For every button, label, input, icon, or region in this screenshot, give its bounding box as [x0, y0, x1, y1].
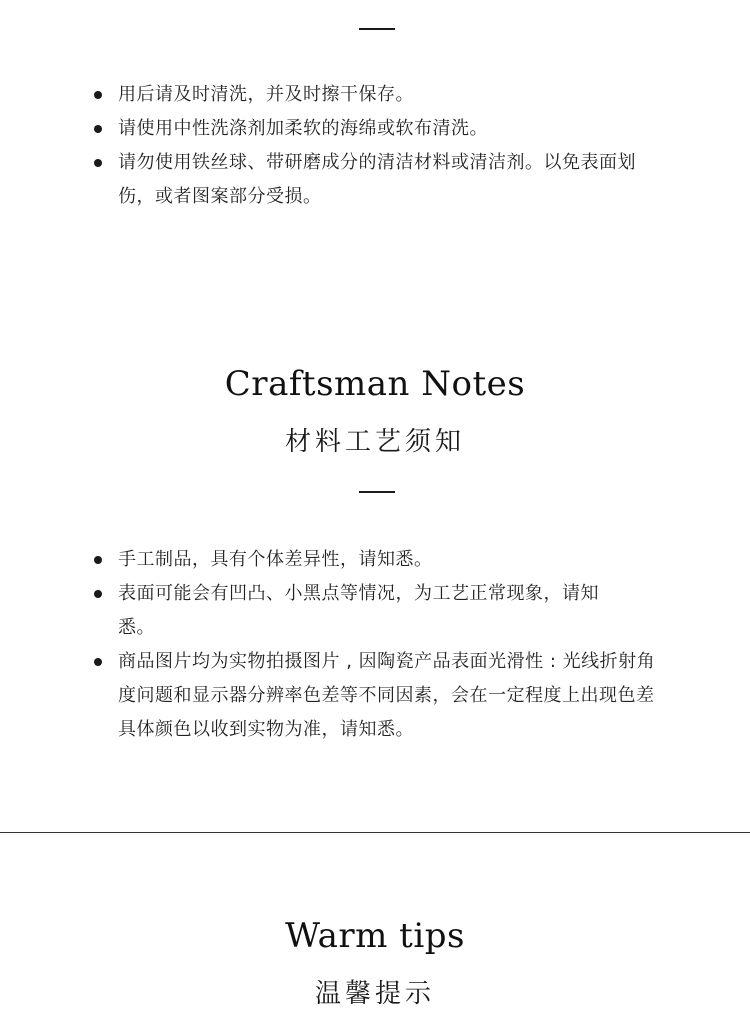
list-item: 请勿使用铁丝球、带研磨成分的清洁材料或清洁剂。以免表面划伤，或者图案部分受损。: [90, 146, 650, 214]
list-item: 手工制品，具有个体差异性，请知悉。: [90, 543, 650, 577]
list-item: 表面可能会有凹凸、小黑点等情况，为工艺正常现象，请知悉。: [90, 577, 618, 645]
section-divider: [0, 832, 750, 833]
craftsman-notes-list: [90, 543, 656, 747]
warm-tips-title-en: Warm tips: [285, 916, 465, 956]
craftsman-title-en: Craftsman Notes: [224, 364, 526, 404]
list-item: 用后请及时清洗，并及时擦干保存。: [90, 78, 650, 112]
section-dash-craftsman: [359, 491, 395, 493]
list-item: 请使用中性洗涤剂加柔软的海绵或软布清洗。: [90, 112, 650, 146]
section-dash-top: [359, 28, 395, 30]
care-instructions-list: [90, 78, 650, 214]
list-item: 商品图片均为实物拍摄图片 , 因陶瓷产品表面光滑性 : 光线折射角度问题和显示器分辨率色差等不同因素，会在一定程度上出现色差具体颜色以收到实物为准，请知悉。: [90, 645, 658, 747]
craftsman-title-cn: 材料工艺须知: [284, 427, 465, 457]
warm-tips-title-cn: 温馨提示: [314, 979, 435, 1009]
